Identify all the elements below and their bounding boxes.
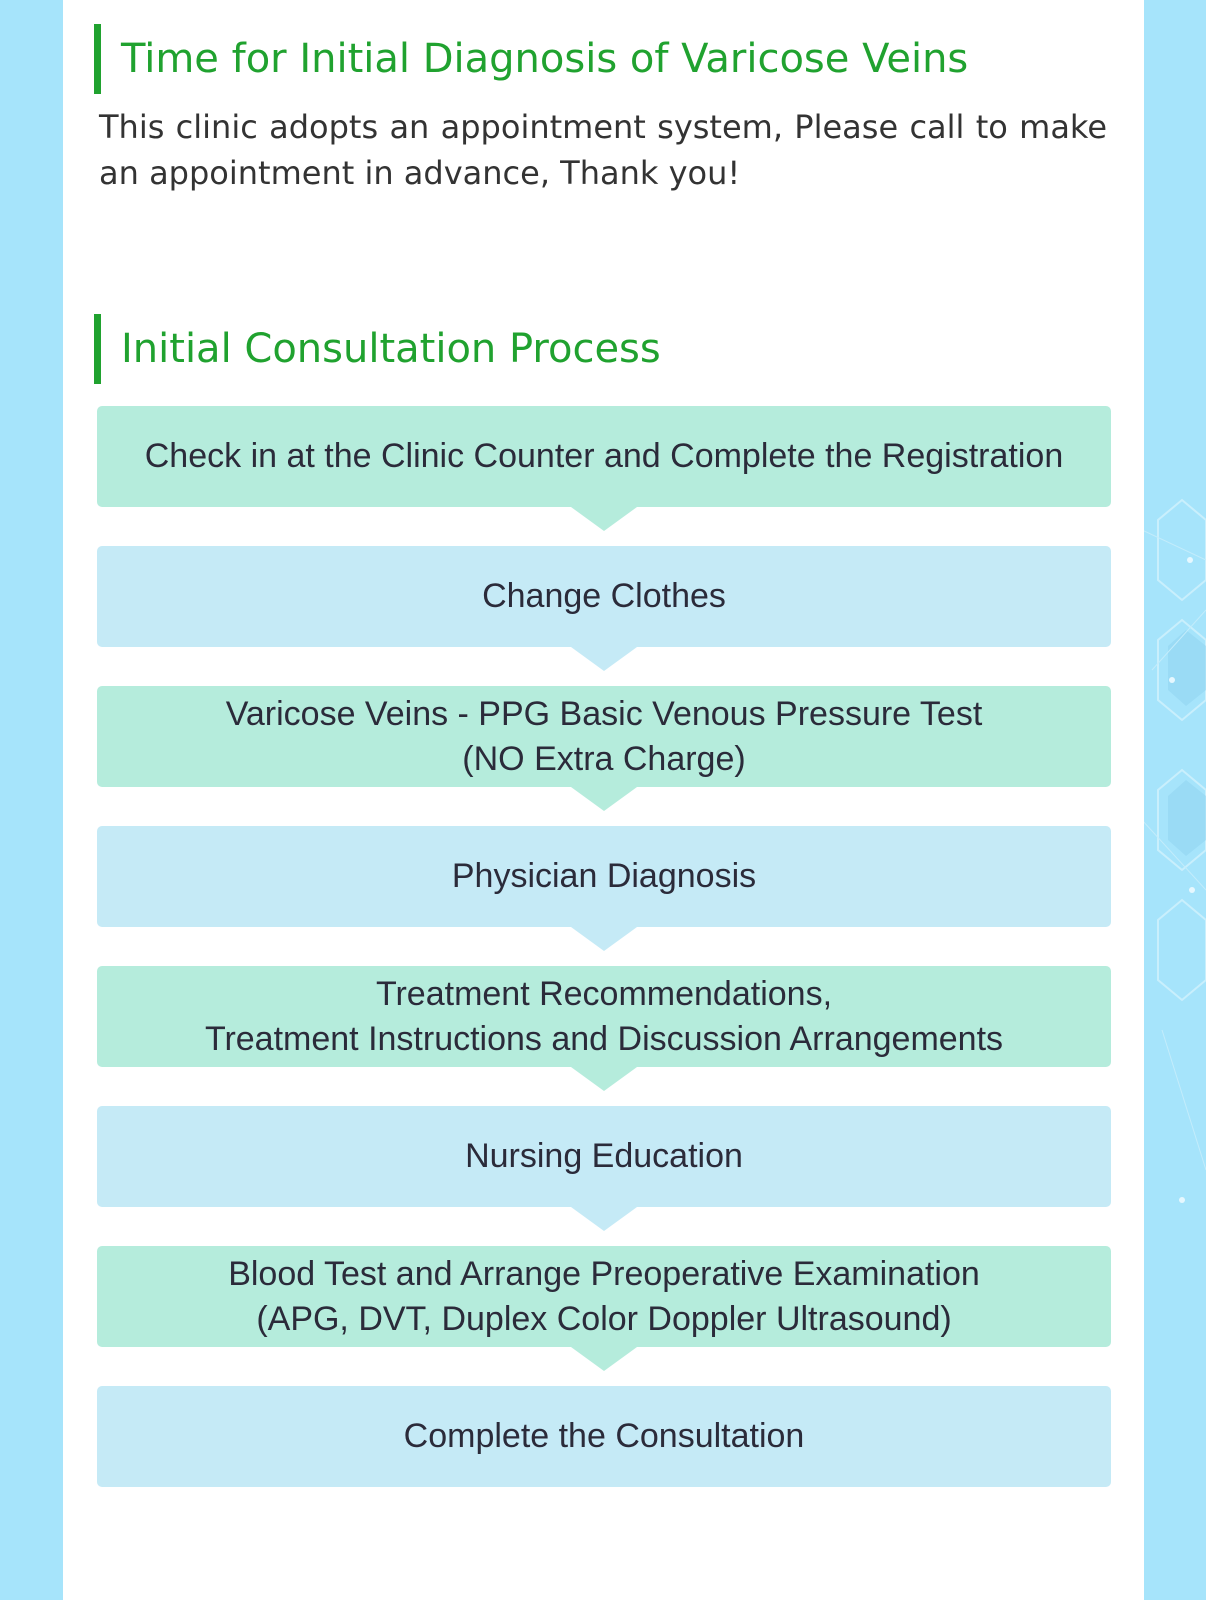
content-card	[63, 0, 1144, 1600]
appointment-title: Time for Initial Diagnosis of Varicose Veins	[94, 24, 968, 94]
step-label: Varicose Veins - PPG Basic Venous Pressure Test (NO Extra Charge)	[225, 694, 983, 778]
process-step-ppg-test	[97, 686, 1111, 787]
triangle-down-icon	[571, 1067, 637, 1091]
triangle-down-icon	[571, 927, 637, 951]
appointment-text: This clinic adopts an appointment system, Please call to make an appointment in advance, Thank you!	[99, 108, 1107, 192]
triangle-down-icon	[571, 507, 637, 531]
triangle-down-icon	[571, 1347, 637, 1371]
process-title: Initial Consultation Process	[94, 314, 661, 384]
step-label: Blood Test and Arrange Preoperative Examination (APG, DVT, Duplex Color Doppler Ultrasound)	[228, 1254, 980, 1338]
process-step-treatment-recommendations	[97, 966, 1111, 1067]
triangle-down-icon	[571, 647, 637, 671]
process-step-change-clothes	[97, 546, 1111, 647]
step-label: Change Clothes	[482, 577, 726, 615]
process-step-physician-diagnosis	[97, 826, 1111, 927]
process-step-nursing-education	[97, 1106, 1111, 1207]
step-label: Physician Diagnosis	[451, 857, 757, 895]
background-hexagon-pattern	[1142, 470, 1206, 1270]
process-step-blood-test	[97, 1246, 1111, 1347]
triangle-down-icon	[571, 1207, 637, 1231]
process-step-complete-consultation	[97, 1386, 1111, 1487]
step-label: Complete the Consultation	[403, 1417, 805, 1455]
step-label: Treatment Recommendations, Treatment Instructions and Discussion Arrangements	[204, 974, 1004, 1058]
triangle-down-icon	[571, 787, 637, 811]
step-label: Check in at the Clinic Counter and Complete the Registration	[144, 437, 1064, 475]
process-step-check-in	[97, 406, 1111, 507]
step-label: Nursing Education	[465, 1137, 743, 1175]
